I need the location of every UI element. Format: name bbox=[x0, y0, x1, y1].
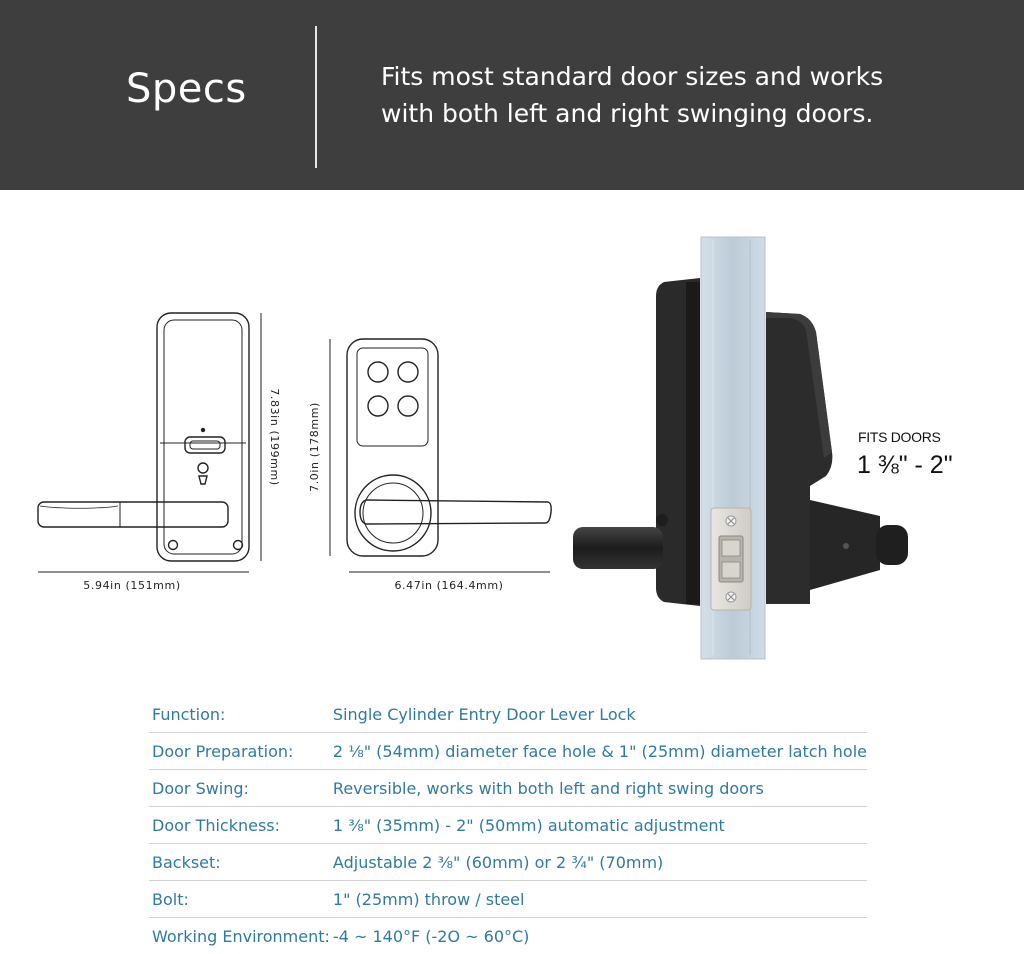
spec-label: Door Preparation: bbox=[149, 733, 330, 770]
installed-lock-drawing bbox=[573, 237, 908, 659]
page-title: Specs bbox=[126, 66, 247, 112]
front-view-width-label: 6.47in (164.4mm) bbox=[394, 579, 503, 592]
spec-label: Backset: bbox=[149, 844, 330, 881]
spec-value: 1 ⅜" (35mm) - 2" (50mm) automatic adjustment bbox=[330, 807, 867, 844]
inner-lever bbox=[573, 527, 663, 569]
header-divider bbox=[315, 26, 317, 168]
spec-value: 2 ⅛" (54mm) diameter face hole & 1" (25mm) diameter latch hole bbox=[330, 733, 867, 770]
spec-value: Reversible, works with both left and right swing doors bbox=[330, 770, 867, 807]
door-thickness-range-label: 1 ⅜" - 2" bbox=[857, 451, 953, 479]
spec-row bbox=[149, 807, 867, 844]
side-view-drawing bbox=[38, 313, 249, 561]
spec-label: Door Thickness: bbox=[149, 807, 330, 844]
spec-row bbox=[149, 770, 867, 807]
header-banner bbox=[0, 0, 1024, 190]
spec-row bbox=[149, 733, 867, 770]
tagline-line-2: with both left and right swinging doors. bbox=[381, 95, 1001, 132]
fits-doors-label: FITS DOORS bbox=[858, 429, 941, 445]
front-view-drawing bbox=[347, 339, 551, 556]
spec-label: Bolt: bbox=[149, 881, 330, 918]
spec-table bbox=[149, 696, 867, 954]
lock-dimension-diagram bbox=[0, 190, 1024, 690]
spec-row bbox=[149, 696, 867, 733]
spec-row bbox=[149, 918, 867, 954]
spec-label: Function: bbox=[149, 696, 330, 733]
spec-value: -4 ~ 140°F (-2O ~ 60°C) bbox=[330, 918, 867, 954]
spec-label: Door Swing: bbox=[149, 770, 330, 807]
spec-label: Working Environment: bbox=[149, 918, 330, 954]
spec-row bbox=[149, 844, 867, 881]
spec-row bbox=[149, 881, 867, 918]
spec-value: 1" (25mm) throw / steel bbox=[330, 881, 867, 918]
front-view-height-label: 7.0in (178mm) bbox=[308, 402, 321, 492]
spec-table-body bbox=[149, 696, 867, 954]
tagline-line-1: Fits most standard door sizes and works bbox=[381, 58, 1001, 95]
outer-lever-tip bbox=[876, 525, 908, 565]
side-view-height-label: 7.83in (199mm) bbox=[268, 388, 281, 485]
spec-value: Adjustable 2 ⅜" (60mm) or 2 ¾" (70mm) bbox=[330, 844, 867, 881]
header-tagline bbox=[381, 58, 1001, 132]
spec-value: Single Cylinder Entry Door Lever Lock bbox=[330, 696, 867, 733]
side-view-width-label: 5.94in (151mm) bbox=[83, 579, 180, 592]
